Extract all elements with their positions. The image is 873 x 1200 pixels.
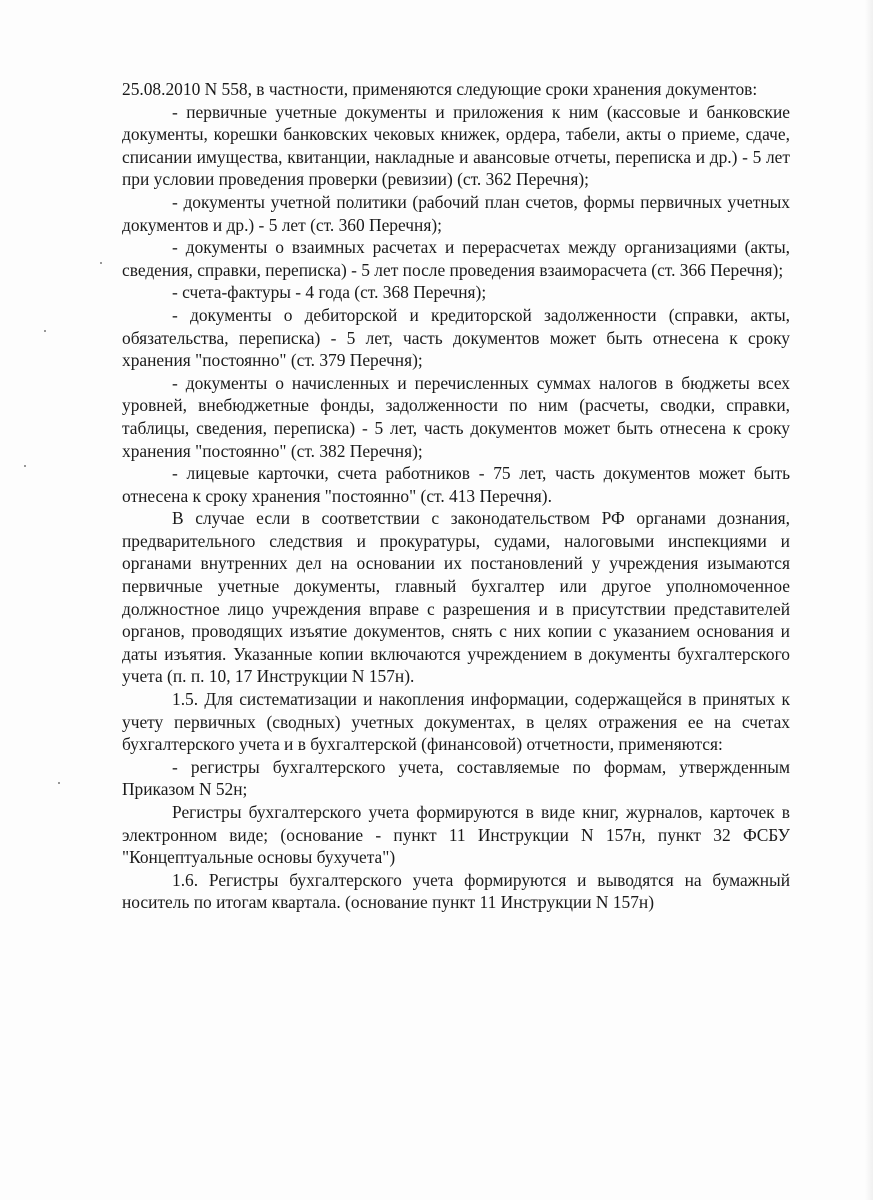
paragraph-seizure: В случае если в соответствии с законодательством РФ органами дознания, предварительного следствия и прокуратуры, судами, налоговыми инспекциями и органами внутренних дел на основании их постановлений у учреждения изымаются первичные учетные документы, главный бухгалтер или другое уполномоченное должностное лицо учреждения вправе с разрешения и в присутствии представителей органов, проводящих изъятие документов, снять с них копии с указанием основания и даты изъятия. Указанные копии включаются учреждением в документы бухгалтерского учета (п. п. 10, 17 Инструкции N 157н).: [122, 508, 790, 687]
list-item-mutual-settlements: - документы о взаимных расчетах и перерасчетах между организациями (акты, сведения, справки, переписка) - 5 лет после проведения взаиморасчета (ст. 366 Перечня);: [122, 237, 790, 280]
list-item-taxes: - документы о начисленных и перечисленных суммах налогов в бюджеты всех уровней, внебюджетные фонды, задолженности по ним (расчеты, сводки, справки, таблицы, сведения, переписка) - 5 лет, часть документов может быть отнесена к сроку хранения "постоянно" (ст. 382 Перечня);: [122, 372, 790, 461]
scan-speck: [100, 262, 102, 264]
scan-speck: [24, 465, 26, 467]
paragraph-registers-format: Регистры бухгалтерского учета формируются в виде книг, журналов, карточек в электронном виде; (основание - пункт 11 Инструкции N 157н, пункт 32 ФСБУ "Концептуальные основы бухучета"): [122, 802, 790, 868]
paragraph-section-1-5: 1.5. Для систематизации и накопления информации, содержащейся в принятых к учету первичных (сводных) учетных документах, в целях отражения ее на счетах бухгалтерского учета и в бухгалтерской (финансовой) отчетности, применяются:: [122, 689, 790, 755]
list-item-primary-documents: - первичные учетные документы и приложения к ним (кассовые и банковские документы, корешки банковских чековых книжек, ордера, табели, акты о приеме, сдаче, списании имущества, квитанции, накладные и авансовые отчеты, переписка и др.) - 5 лет при условии проведения проверки (ревизии) (ст. 362 Перечня);: [122, 101, 790, 190]
list-item-accounting-policy: - документы учетной политики (рабочий план счетов, формы первичных учетных документов и др.) - 5 лет (ст. 360 Перечня);: [122, 191, 790, 235]
scan-edge-shadow: [865, 0, 873, 1200]
list-item-receivables-payables: - документы о дебиторской и кредиторской задолженности (справки, акты, обязательства, переписка) - 5 лет, часть документов может быть отнесена к сроку хранения "постоянно" (ст. 379 Перечня);: [122, 304, 790, 371]
scan-speck: [44, 330, 46, 332]
list-item-personal-cards: - лицевые карточки, счета работников - 75 лет, часть документов может быть отнесена к сроку хранения "постоянно" (ст. 413 Перечня).: [122, 463, 790, 506]
scan-speck: [58, 782, 60, 784]
paragraph-section-1-6: 1.6. Регистры бухгалтерского учета формируются и выводятся на бумажный носитель по итогам квартала. (основание пункт 11 Инструкции N 157н): [122, 869, 790, 913]
list-item-registers: - регистры бухгалтерского учета, составляемые по формам, утвержденным Приказом N 52н;: [122, 756, 790, 800]
paragraph-intro: 25.08.2010 N 558, в частности, применяются следующие сроки хранения документов:: [122, 79, 758, 99]
document-body: [122, 78, 790, 914]
list-item-invoices: - счета-фактуры - 4 года (ст. 368 Перечня);: [172, 282, 487, 303]
